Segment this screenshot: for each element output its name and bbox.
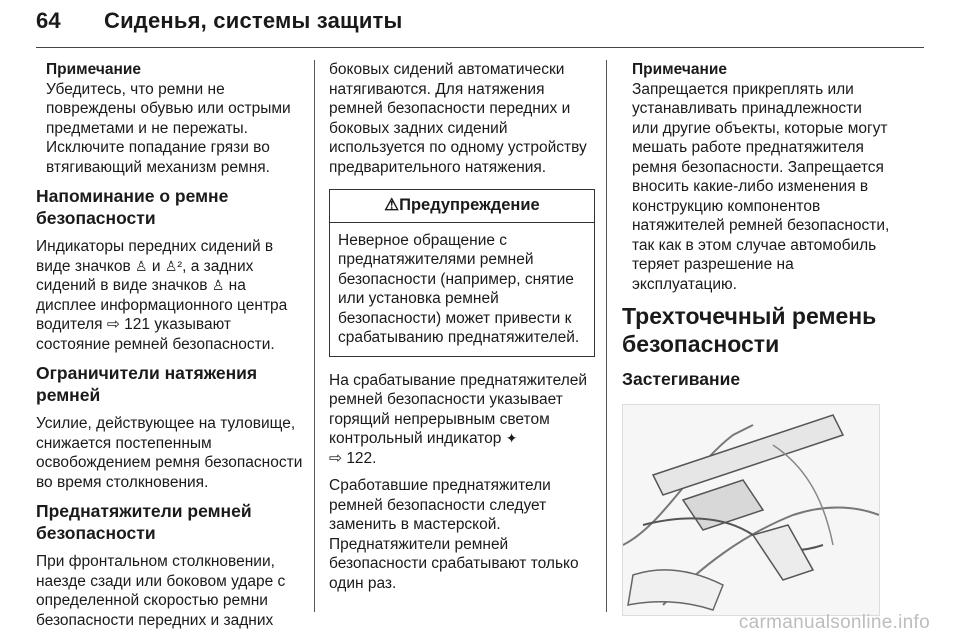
seatbelt-drawing bbox=[623, 405, 879, 615]
watermark: carmanualsonline.info bbox=[738, 612, 930, 633]
note-title: Примечание bbox=[46, 61, 141, 78]
heading-pretensioners: Преднатяжители ремней безопасности bbox=[36, 501, 252, 543]
warning-text: Неверное обращение с преднатяжителями ремней безопасности (например, снятие или установка ремней безопасности) может привести к срабатыванию преднатяжителей. bbox=[338, 231, 580, 346]
page-header bbox=[36, 8, 403, 34]
warning-title: Предупреждение bbox=[399, 196, 540, 214]
ref-arrow-icon: ⇨ bbox=[106, 316, 120, 333]
column-divider bbox=[606, 60, 607, 612]
seatbelt-icon: ♙ bbox=[211, 277, 225, 293]
heading-belt-reminder: Напоминание о ремне безопасности bbox=[36, 186, 229, 228]
ref-arrow-icon: ⇨ bbox=[329, 449, 342, 467]
note-title: Примечание bbox=[632, 61, 727, 78]
seatbelt-illustration bbox=[622, 404, 880, 616]
heading-limiters: Ограничители натяжения ремней bbox=[36, 363, 258, 405]
paragraph-replace: Сработавшие преднатяжители ремней безопасности следует заменить в мастерской. Преднатяжители ремней безопасности срабатывают только один раз. bbox=[329, 477, 579, 592]
page-number: 64 bbox=[36, 8, 61, 33]
heading-three-point-belt: Трехточечный ремень безопасности bbox=[622, 303, 877, 357]
column-1 bbox=[36, 60, 304, 638]
warning-triangle-icon: ⚠ bbox=[384, 196, 400, 214]
paragraph-pretensioners: При фронтальном столкновении, наезде сзади или боковом ударе с определенной скоростью ремни безопасности передних и задних bbox=[36, 553, 286, 629]
column-3 bbox=[622, 60, 890, 616]
paragraph-continued: боковых сидений автоматически натягиваются. Для натяжения ремней безопасности передних и боковых задних сидений используется по одному устройству предварительного натяжения. bbox=[329, 61, 587, 176]
heading-fastening: Застегивание bbox=[622, 369, 741, 389]
page-reference[interactable]: 122. bbox=[346, 449, 377, 467]
column-divider bbox=[314, 60, 315, 612]
paragraph-indicator: На срабатывание преднатяжителей ремней безопасности указывает горящий непрерывным светом контрольный индикатор ✦ ⇨ 122. bbox=[329, 371, 588, 467]
header-rule bbox=[36, 47, 924, 48]
paragraph-limiters: Усилие, действующее на туловище, снижается постепенным освобождением ремня безопасности во время столкновения. bbox=[36, 415, 303, 491]
note-block bbox=[36, 60, 304, 177]
note-block bbox=[622, 60, 890, 294]
note-text: Убедитесь, что ремни не повреждены обувью или острыми предметами и не пережаты. Исключите попадание грязи во втягивающий механизм ремня. bbox=[46, 80, 291, 176]
column-2 bbox=[329, 60, 595, 601]
warning-header bbox=[330, 190, 594, 223]
seatbelt-2-icon: ♙² bbox=[164, 257, 183, 274]
warning-box bbox=[329, 189, 595, 357]
paragraph-belt-reminder: Индикаторы передних сидений в виде значков ♙ и ♙², а задних сидений в виде значков ♙ на дисплее информационного центра водителя ⇨ 121 указывают состояние ремней безопасности. bbox=[36, 238, 288, 353]
page-reference[interactable]: 121 bbox=[124, 316, 151, 333]
page-title: Сиденья, системы защиты bbox=[104, 8, 403, 33]
airbag-indicator-icon: ✦ bbox=[505, 430, 518, 446]
seatbelt-icon: ♙ bbox=[135, 257, 148, 274]
note-text: Запрещается прикреплять или устанавливать принадлежности или другие объекты, которые могут мешать работе преднатяжителя ремня безопасности. Запрещается вносить какие-либо изменения в конструкцию компонентов натяжителей ремней безопасности, так как в этом случае автомобиль теряет разрешение на эксплуатацию. bbox=[632, 80, 890, 293]
